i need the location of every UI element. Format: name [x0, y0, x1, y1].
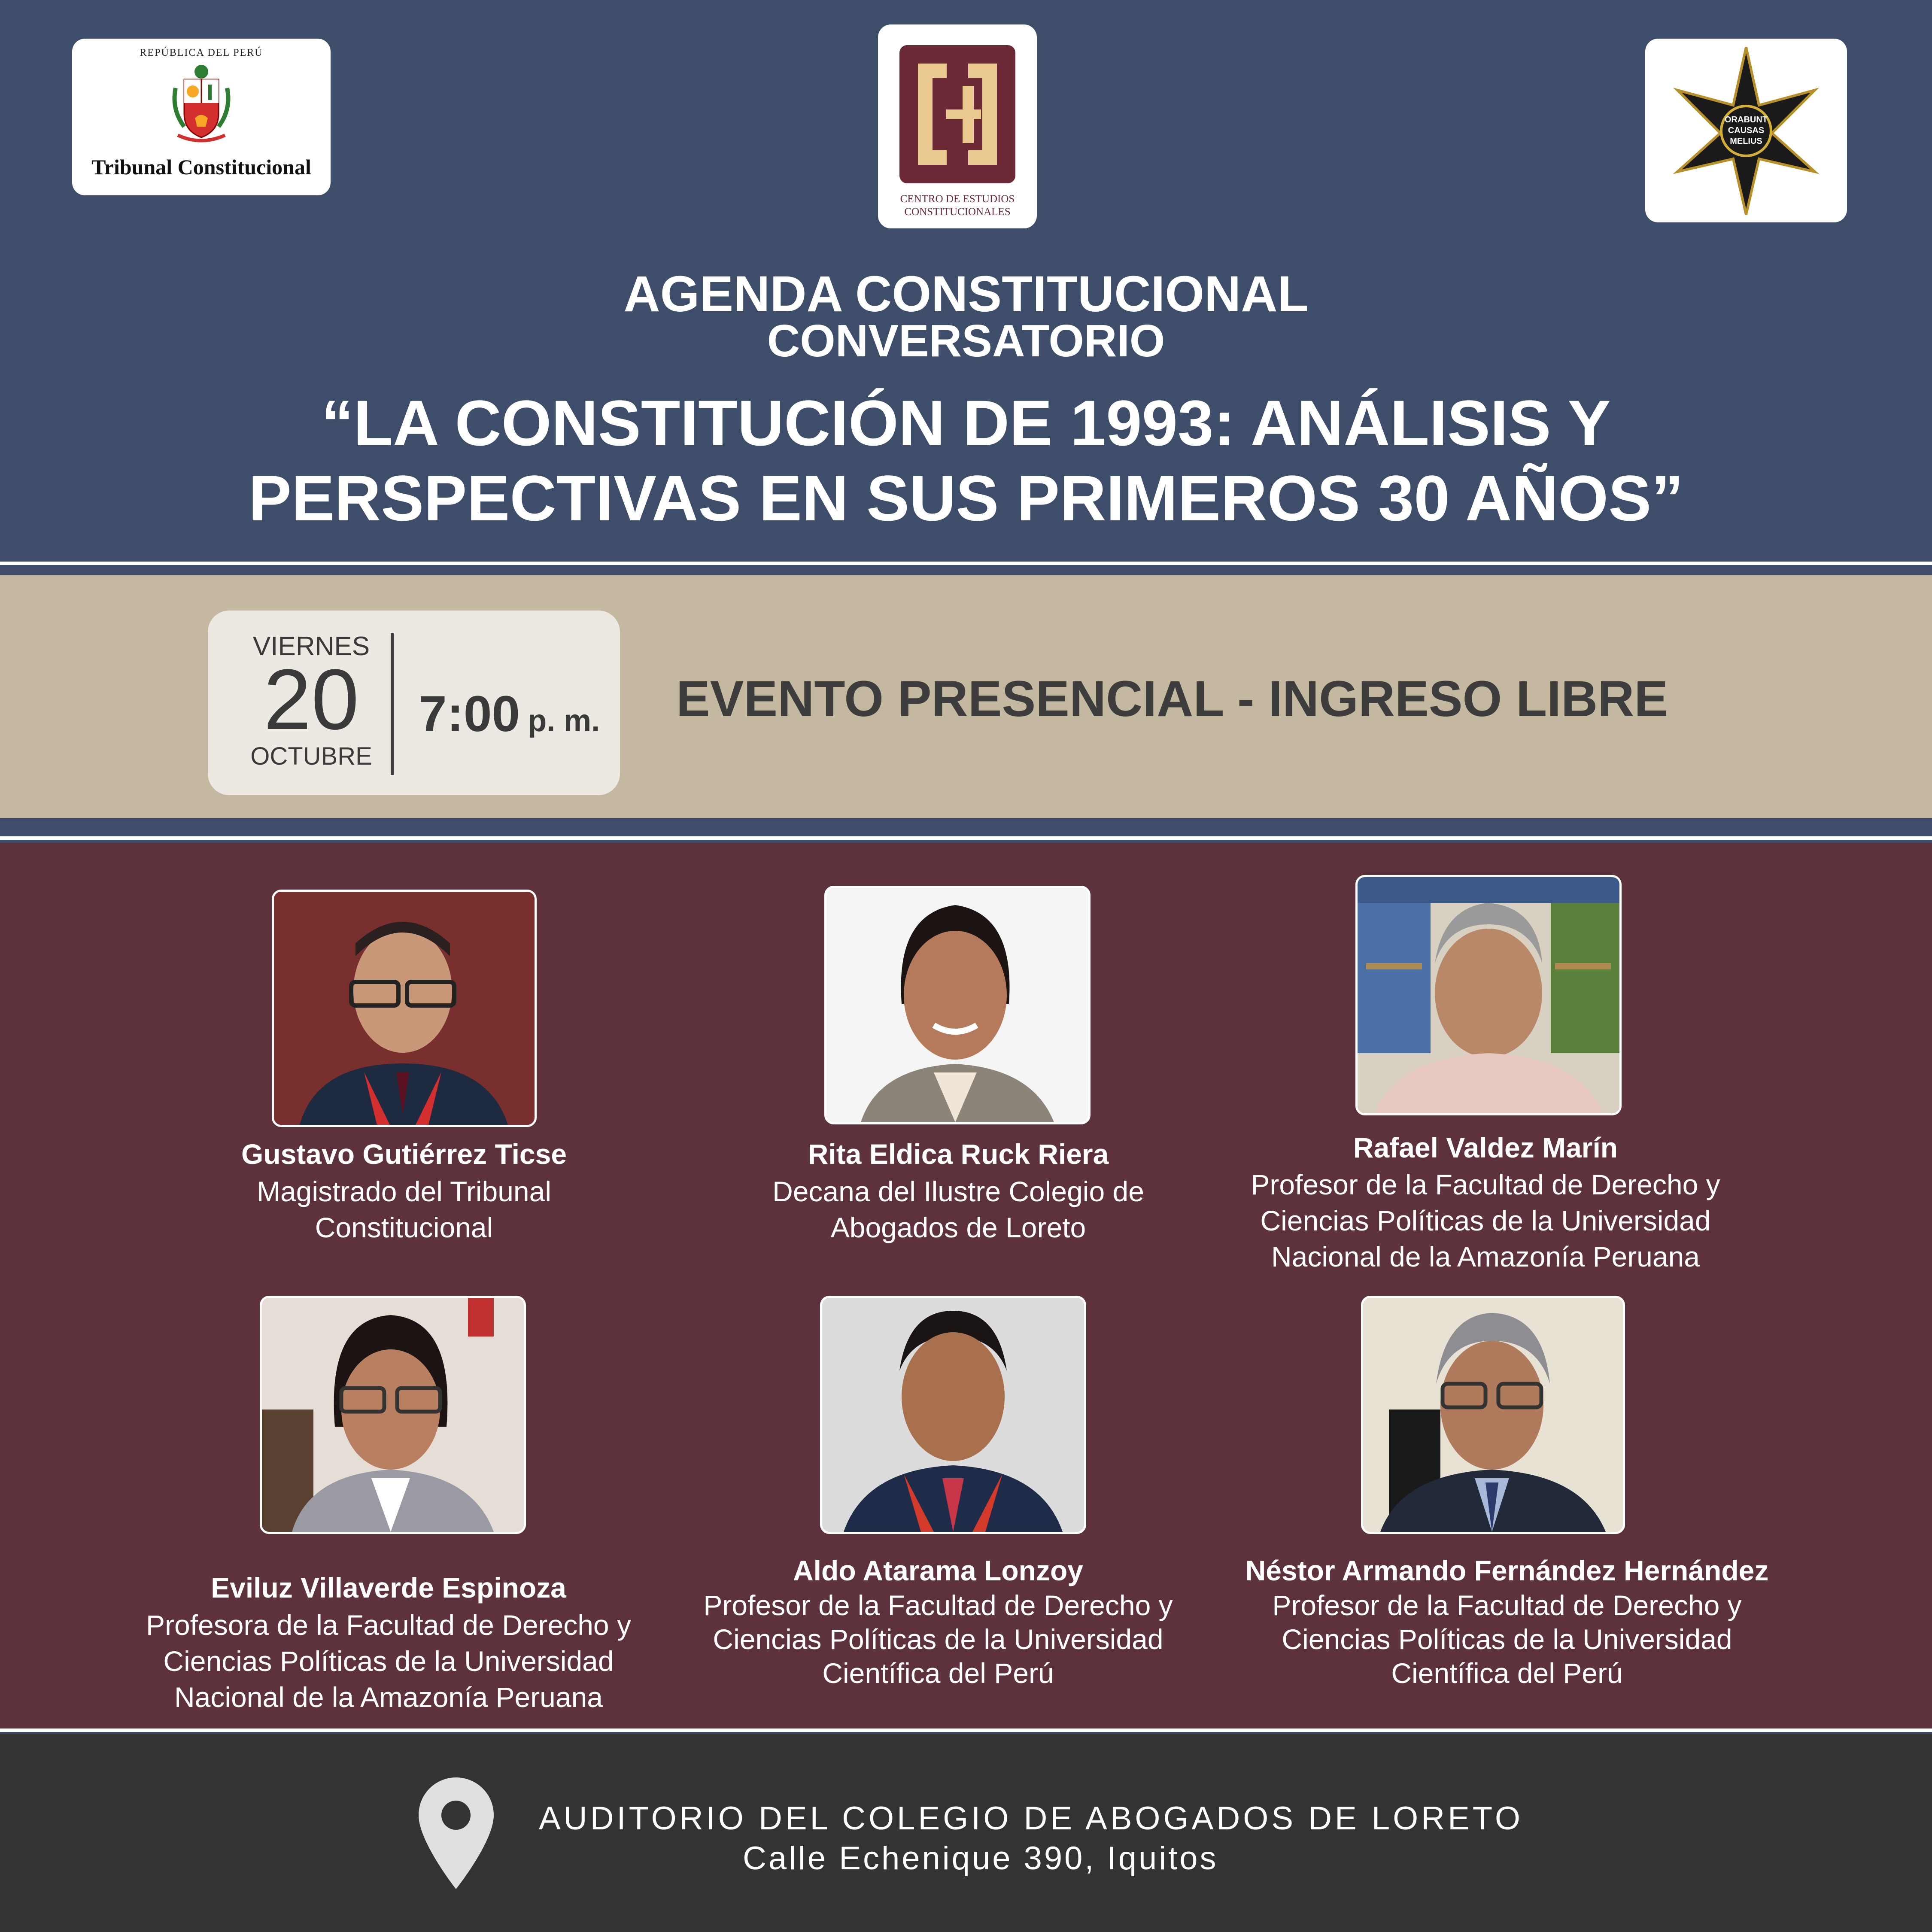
person-silhouette-icon [826, 888, 1088, 1122]
time-ampm: p. m. [528, 704, 600, 738]
speaker-role-line: Ciencias Políticas de la Universidad [1260, 1205, 1711, 1236]
speaker-photo [272, 890, 537, 1127]
divider-line [0, 562, 1932, 565]
speaker-role-line: Ciencias Políticas de la Universidad [1282, 1623, 1732, 1655]
person-silhouette-icon [1358, 877, 1619, 1113]
speaker-photo [1355, 875, 1622, 1115]
speaker-role-line: Profesor de la Facultad de Derecho y [1272, 1589, 1742, 1621]
agenda-heading: AGENDA CONSTITUCIONAL [623, 266, 1309, 322]
speaker-name: Eviluz Villaverde Espinoza [211, 1572, 566, 1604]
speaker-photo [1361, 1296, 1625, 1534]
divider-line [0, 836, 1932, 840]
divider-line [0, 1728, 1932, 1732]
tc-logo-bottom-text: Tribunal Constitucional [91, 155, 311, 179]
speaker-role-line: Nacional de la Amazonía Peruana [1271, 1241, 1700, 1273]
cec-logo-caption: CENTRO DE ESTUDIOS CONSTITUCIONALES [900, 193, 1015, 218]
conversatorio-heading: CONVERSATORIO [767, 316, 1165, 366]
time-value: 7:00 [419, 686, 520, 742]
speaker-photo [260, 1296, 526, 1534]
speaker-role-line: Profesor de la Facultad de Derecho y [1251, 1169, 1720, 1200]
coat-of-arms-icon [167, 62, 236, 148]
date-weekday: VIERNES [252, 632, 370, 661]
speaker-role-line: Profesor de la Facultad de Derecho y [703, 1589, 1173, 1621]
speaker-role-line: Ciencias Políticas de la Universidad [163, 1645, 614, 1677]
speaker-role-line: Científica del Perú [1391, 1657, 1623, 1689]
event-title-line2: PERSPECTIVAS EN SUS PRIMEROS 30 AÑOS” [248, 462, 1684, 534]
location-pin-icon [419, 1777, 494, 1889]
speaker-role-line: Magistrado del Tribunal [256, 1176, 552, 1207]
speaker-photo [824, 886, 1091, 1124]
date-divider [391, 633, 394, 775]
speaker-role-line: Constitucional [315, 1212, 493, 1243]
person-silhouette-icon [1363, 1298, 1623, 1532]
speaker-name: Rita Eldica Ruck Riera [808, 1138, 1109, 1170]
venue-name: AUDITORIO DEL COLEGIO DE ABOGADOS DE LORETO [539, 1800, 1523, 1837]
person-silhouette-icon [274, 892, 535, 1125]
speaker-role-line: Científica del Perú [822, 1657, 1054, 1689]
speaker-name: Rafael Valdez Marín [1353, 1132, 1618, 1163]
speaker-name: Néstor Armando Fernández Hernández [1245, 1555, 1769, 1586]
speaker-role-line: Abogados de Loreto [830, 1212, 1086, 1243]
event-type-label: EVENTO PRESENCIAL - INGRESO LIBRE [676, 671, 1668, 727]
speaker-role-line: Nacional de la Amazonía Peruana [174, 1681, 603, 1713]
star-text-line2: CAUSAS [1728, 126, 1765, 135]
star-text-line1: ORABUNT [1725, 115, 1768, 125]
speaker-role-line: Ciencias Políticas de la Universidad [713, 1623, 1163, 1655]
tribunal-constitucional-logo [72, 39, 331, 195]
date-month: OCTUBRE [250, 742, 372, 770]
speaker-name: Aldo Atarama Lonzoy [793, 1555, 1083, 1586]
centro-estudios-constitucionales-logo [878, 24, 1037, 228]
star-emblem-logo [1645, 39, 1847, 222]
event-time [419, 685, 600, 743]
person-silhouette-icon [822, 1298, 1084, 1532]
event-title-line1: “LA CONSTITUCIÓN DE 1993: ANÁLISIS Y [321, 387, 1611, 459]
date-day-number: 20 [263, 652, 359, 747]
person-silhouette-icon [262, 1298, 524, 1532]
speaker-photo [820, 1296, 1086, 1534]
seven-point-star-icon [1656, 43, 1836, 219]
tc-logo-top-text: REPÚBLICA DEL PERÚ [140, 47, 263, 58]
star-text-line3: MELIUS [1730, 137, 1762, 146]
cec-emblem-icon [899, 45, 1015, 183]
speaker-role-line: Profesora de la Facultad de Derecho y [146, 1609, 631, 1641]
venue-address: Calle Echenique 390, Iquitos [743, 1840, 1218, 1877]
speaker-role-line: Decana del Ilustre Colegio de [772, 1176, 1144, 1207]
speaker-name: Gustavo Gutiérrez Ticse [241, 1138, 567, 1170]
